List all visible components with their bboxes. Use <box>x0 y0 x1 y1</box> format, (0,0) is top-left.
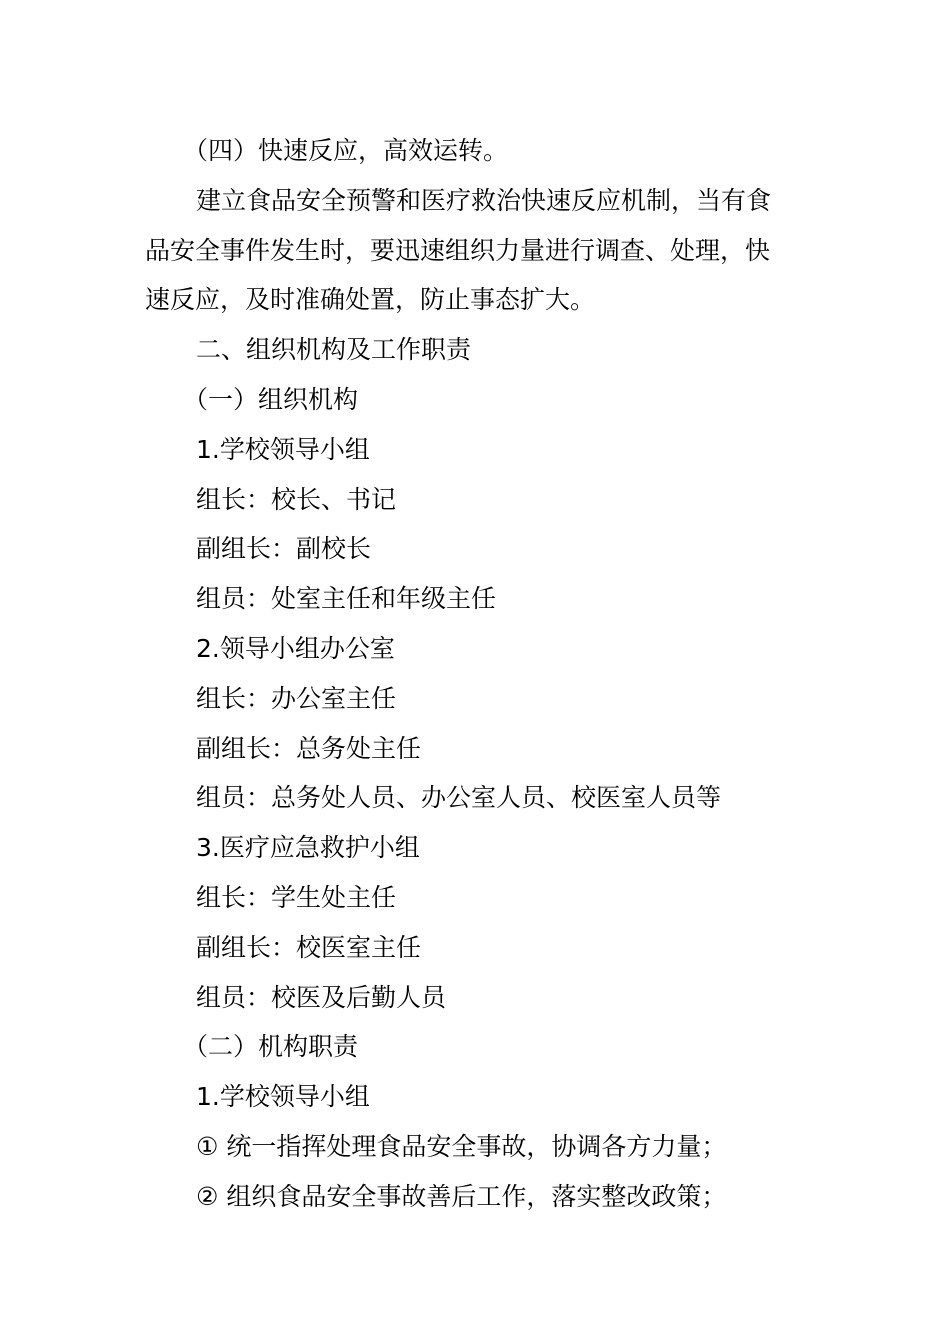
document-body <box>145 126 785 1222</box>
subsection-heading: （二）机构职责 <box>183 1032 359 1062</box>
list-item: 组员：校医及后勤人员 <box>196 982 447 1012</box>
section-heading: 二、组织机构及工作职责 <box>196 335 472 365</box>
list-item: 组员：处室主任和年级主任 <box>196 584 497 614</box>
paragraph-line: 速反应，及时准确处置，防止事态扩大。 <box>145 285 596 315</box>
paragraph-line: 品安全事件发生时，要迅速组织力量进行调查、处理，快 <box>145 235 771 265</box>
list-item: 1.学校领导小组 <box>196 1082 370 1112</box>
subsection-heading: （四）快速反应，高效运转。 <box>183 136 509 165</box>
paragraph-line: 建立食品安全预警和医疗救治快速反应机制，当有食 <box>196 185 772 215</box>
subsection-heading: （一）组织机构 <box>183 384 359 414</box>
list-item: 组长：校长、书记 <box>196 484 397 514</box>
list-item: 组长：办公室主任 <box>196 683 397 713</box>
list-item: 3.医疗应急救护小组 <box>196 833 420 863</box>
list-item: 组长：学生处主任 <box>196 882 397 912</box>
list-item: 副组长：校医室主任 <box>196 932 422 962</box>
list-item: 副组长：副校长 <box>196 534 372 564</box>
list-item: 组员：总务处人员、办公室人员、校医室人员等 <box>196 783 722 813</box>
list-item: ① 统一指挥处理食品安全事故，协调各方力量； <box>196 1131 727 1161</box>
list-item: ② 组织食品安全事故善后工作，落实整改政策； <box>196 1181 727 1211</box>
list-item: 2.领导小组办公室 <box>196 633 395 663</box>
list-item: 副组长：总务处主任 <box>196 733 422 763</box>
list-item: 1.学校领导小组 <box>196 434 370 464</box>
